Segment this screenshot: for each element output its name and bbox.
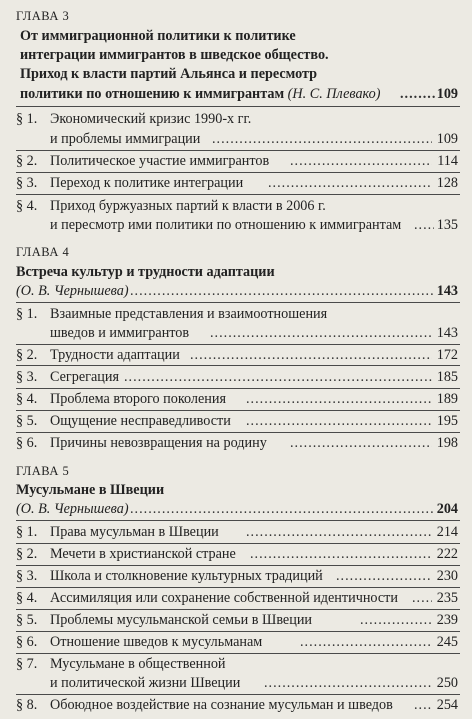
section-title: и проблемы иммиграции bbox=[50, 131, 201, 147]
section-line bbox=[0, 173, 472, 193]
page-number: 245 bbox=[436, 634, 458, 650]
page-number: 172 bbox=[436, 347, 458, 363]
section-number: § 5. bbox=[16, 413, 38, 429]
section-line bbox=[0, 433, 472, 453]
chapter-author: О. В. Чернышева bbox=[20, 283, 124, 299]
section-title: Причины невозвращения на родину bbox=[50, 435, 267, 451]
page-number: 109 bbox=[436, 131, 458, 147]
section-title: Отношение шведов к мусульманам bbox=[50, 634, 263, 650]
leader-dots bbox=[212, 129, 432, 149]
leader-dots bbox=[264, 673, 432, 693]
section-number: § 4. bbox=[16, 391, 38, 407]
chapter-label: ГЛАВА 4 bbox=[16, 245, 70, 259]
section-line bbox=[0, 544, 472, 564]
chapter-4-label-line bbox=[0, 242, 472, 262]
leader-dots bbox=[336, 566, 432, 586]
chapter-5-author-line bbox=[0, 499, 472, 519]
section-divider bbox=[16, 365, 460, 366]
leader-dots bbox=[124, 367, 432, 387]
section-line bbox=[0, 367, 472, 387]
leader-dots bbox=[250, 544, 432, 564]
section-line bbox=[0, 304, 472, 324]
section-number: § 4. bbox=[16, 198, 38, 214]
leader-dots bbox=[246, 411, 432, 431]
section-title: Экономический кризис 1990-х гг. bbox=[50, 111, 252, 127]
page-number: 128 bbox=[436, 175, 458, 191]
section-line bbox=[0, 151, 472, 171]
chapter-title: интеграции иммигрантов в шведское общество. bbox=[20, 47, 329, 63]
page-number: 204 bbox=[436, 501, 458, 517]
leader-dots bbox=[268, 173, 432, 193]
page-number: 235 bbox=[436, 590, 458, 606]
chapter-author: О. В. Чернышева bbox=[20, 501, 124, 517]
page-number: 222 bbox=[436, 546, 458, 562]
leader-dots bbox=[290, 433, 432, 453]
section-divider bbox=[16, 194, 460, 195]
chapter-3-title-line bbox=[0, 26, 472, 46]
leader-dots bbox=[412, 588, 432, 608]
chapter-4-title-line bbox=[0, 262, 472, 282]
page-number: 250 bbox=[436, 675, 458, 691]
section-number: § 2. bbox=[16, 546, 38, 562]
section-number: § 8. bbox=[16, 697, 38, 713]
section-number: § 4. bbox=[16, 590, 38, 606]
section-title: Обоюдное воздействие на сознание мусульман и шведов bbox=[50, 697, 393, 713]
section-line bbox=[0, 389, 472, 409]
section-title: Ощущение несправедливости bbox=[50, 413, 231, 429]
section-title: Трудности адаптации bbox=[50, 347, 180, 363]
leader-dots bbox=[414, 695, 432, 715]
section-number: § 3. bbox=[16, 568, 38, 584]
section-title: и пересмотр ими политики по отношению к иммигрантам bbox=[50, 217, 402, 233]
page-number: 109 bbox=[436, 86, 458, 102]
leader-dots bbox=[190, 345, 432, 365]
section-title: Школа и столкновение культурных традиций bbox=[50, 568, 323, 584]
section-line bbox=[0, 411, 472, 431]
section-divider bbox=[16, 106, 460, 107]
section-line bbox=[0, 323, 472, 343]
section-number: § 3. bbox=[16, 175, 38, 191]
leader-dots bbox=[130, 499, 434, 519]
chapter-title: Приход к власти партий Альянса и пересмотр bbox=[20, 66, 318, 82]
leader-dots bbox=[246, 522, 432, 542]
section-number: § 5. bbox=[16, 612, 38, 628]
chapter-label: ГЛАВА 5 bbox=[16, 464, 70, 478]
section-title: Права мусульман в Швеции bbox=[50, 524, 219, 540]
page-number: 185 bbox=[436, 369, 458, 385]
chapter-4-author-line bbox=[0, 281, 472, 301]
section-title: Переход к политике интеграции bbox=[50, 175, 244, 191]
page-number: 143 bbox=[436, 325, 458, 341]
chapter-title: Встреча культур и трудности адаптации bbox=[16, 264, 275, 280]
page-number: 198 bbox=[436, 435, 458, 451]
chapter-title: От иммиграционной политики к политике bbox=[20, 28, 296, 44]
chapter-3-title-entry bbox=[0, 84, 472, 104]
chapter-3-title-line bbox=[0, 45, 472, 65]
chapter-5-title-line bbox=[0, 480, 472, 500]
section-line bbox=[0, 695, 472, 715]
section-number: § 6. bbox=[16, 634, 38, 650]
chapter-title-with-author: политики по отношению к иммигрантам (Н. С. Плевако) bbox=[20, 86, 381, 102]
chapter-author: Н. С. Плевако bbox=[292, 86, 376, 102]
leader-dots bbox=[130, 281, 434, 301]
section-title: Мечети в христианской стране bbox=[50, 546, 236, 562]
section-title: шведов и иммигрантов bbox=[50, 325, 190, 341]
leader-dots bbox=[290, 151, 432, 171]
section-number: § 7. bbox=[16, 656, 38, 672]
section-title: Взаимные представления и взаимоотношения bbox=[50, 306, 328, 322]
section-line bbox=[0, 588, 472, 608]
page-number: 214 bbox=[436, 524, 458, 540]
chapter-author-wrap: (О. В. Чернышева) bbox=[16, 283, 129, 299]
page-number: 230 bbox=[436, 568, 458, 584]
section-title: и политической жизни Швеции bbox=[50, 675, 241, 691]
section-title: Проблемы мусульманской семьи в Швеции bbox=[50, 612, 313, 628]
section-line bbox=[0, 673, 472, 693]
chapter-label: ГЛАВА 3 bbox=[16, 9, 70, 23]
section-line bbox=[0, 522, 472, 542]
chapter-5-label-line bbox=[0, 461, 472, 481]
section-title: Мусульмане в общественной bbox=[50, 656, 226, 672]
section-number: § 6. bbox=[16, 435, 38, 451]
section-line bbox=[0, 129, 472, 149]
section-title: Приход буржуазных партий к власти в 2006 г. bbox=[50, 198, 326, 214]
leader-dots bbox=[300, 632, 432, 652]
section-number: § 1. bbox=[16, 524, 38, 540]
section-line bbox=[0, 610, 472, 630]
section-line bbox=[0, 566, 472, 586]
section-title: Сегрегация bbox=[50, 369, 119, 385]
chapter-title: Мусульмане в Швеции bbox=[16, 482, 165, 498]
chapter-author-wrap: (О. В. Чернышева) bbox=[16, 501, 129, 517]
section-title: Ассимиляция или сохранение собственной идентичности bbox=[50, 590, 398, 606]
leader-dots bbox=[400, 84, 436, 104]
section-line bbox=[0, 345, 472, 365]
section-line bbox=[0, 109, 472, 129]
section-number: § 1. bbox=[16, 306, 38, 322]
section-number: § 2. bbox=[16, 347, 38, 363]
leader-dots bbox=[414, 215, 434, 235]
leader-dots bbox=[360, 610, 432, 630]
section-number: § 1. bbox=[16, 111, 38, 127]
leader-dots bbox=[210, 323, 432, 343]
section-divider bbox=[16, 520, 460, 521]
chapter-3-title-line bbox=[0, 64, 472, 84]
leader-dots bbox=[246, 389, 432, 409]
section-divider bbox=[16, 302, 460, 303]
section-title: Проблема второго поколения bbox=[50, 391, 226, 407]
page-number: 254 bbox=[436, 697, 458, 713]
section-line bbox=[0, 654, 472, 674]
section-number: § 2. bbox=[16, 153, 38, 169]
section-number: § 3. bbox=[16, 369, 38, 385]
page-number: 135 bbox=[436, 217, 458, 233]
page-number: 189 bbox=[436, 391, 458, 407]
section-line bbox=[0, 196, 472, 216]
page-number: 114 bbox=[437, 153, 458, 169]
chapter-3-label-line bbox=[0, 6, 472, 26]
section-line bbox=[0, 632, 472, 652]
section-line bbox=[0, 215, 472, 235]
page-number: 239 bbox=[436, 612, 458, 628]
section-title: Политическое участие иммигрантов bbox=[50, 153, 270, 169]
page-number: 195 bbox=[436, 413, 458, 429]
page-number: 143 bbox=[436, 283, 458, 299]
